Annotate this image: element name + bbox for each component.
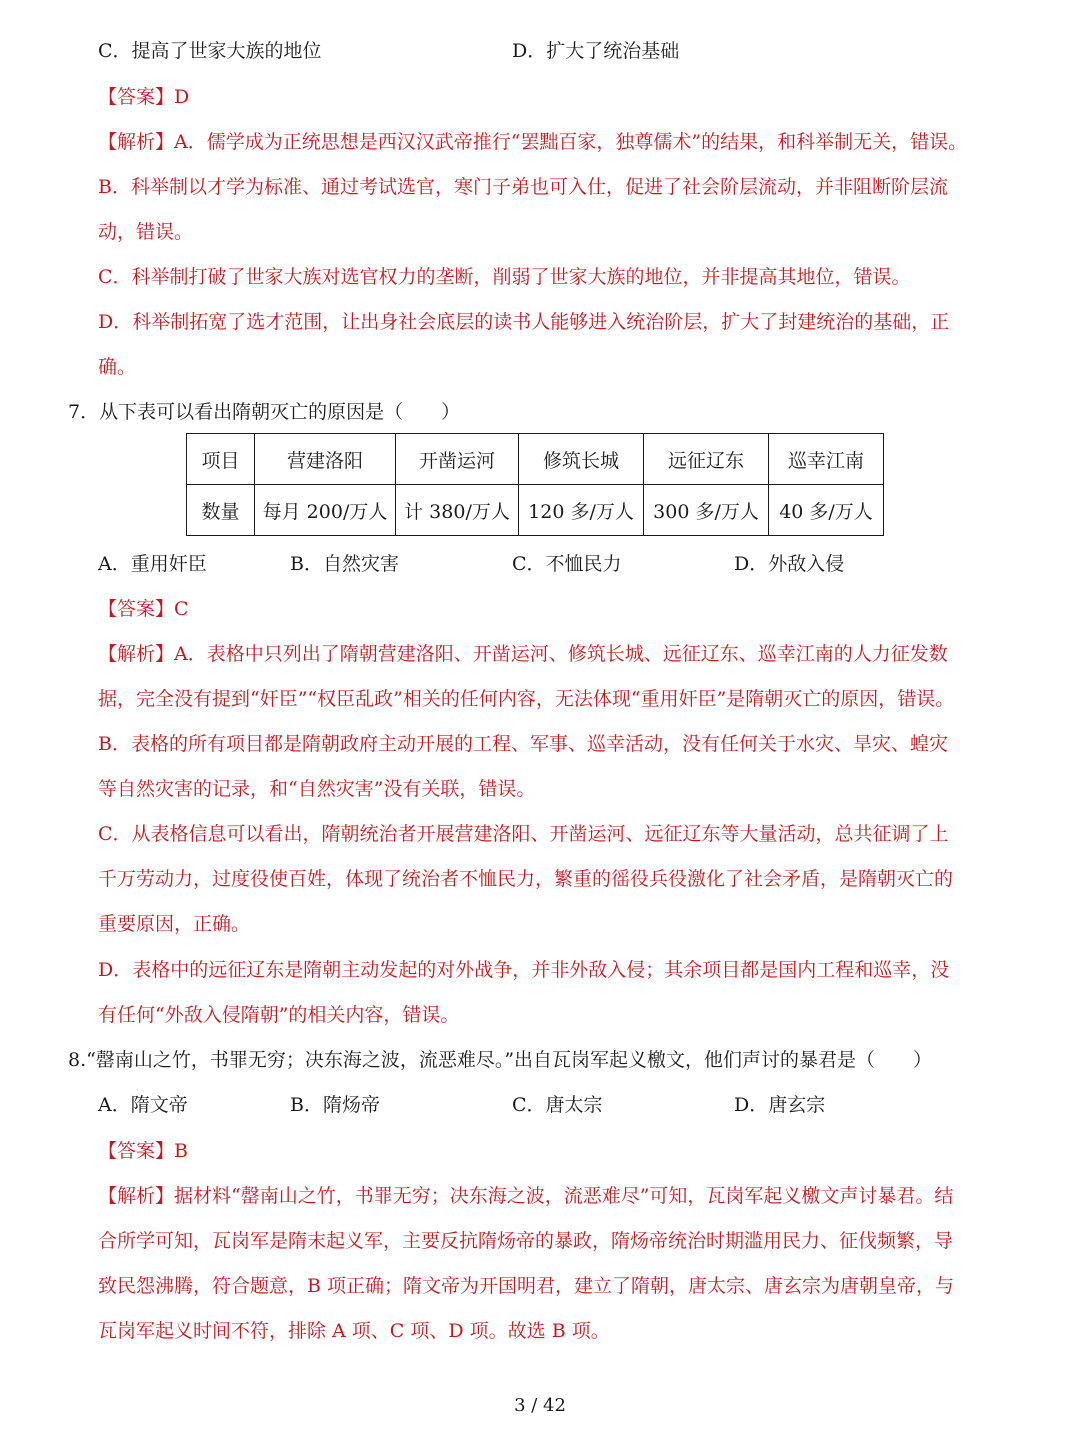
q6-analysis-line-3: 动，错误。 (98, 221, 194, 243)
q8-analysis-line-2: 合所学可知，瓦岗军是隋末起义军，主要反抗隋炀帝的暴政，隋炀帝统治时期滥用民力、征伐频繁，导 (98, 1230, 954, 1252)
table-header-row (187, 434, 884, 485)
q7-analysis-line-2: 据，完全没有提到“奸臣”“权臣乱政”相关的任何内容，无法体现“重用奸臣”是隋朝灭亡的原因，错误。 (98, 688, 955, 710)
table-cell: 开凿运河 (396, 434, 519, 485)
table-cell: 远征辽东 (644, 434, 769, 485)
q7-answer: 【答案】C (98, 598, 189, 620)
q6-analysis-line-2: B．科举制以才学为标准、通过考试选官，寒门子弟也可入仕，促进了社会阶层流动，并非阻断阶层流 (98, 176, 948, 198)
q8-option-d: D．唐玄宗 (734, 1094, 826, 1116)
q7-analysis-line-3: B．表格的所有项目都是隋朝政府主动开展的工程、军事、巡幸活动，没有任何关于水灾、旱灾、蝗灾 (98, 733, 948, 755)
q8-option-b: B．隋炀帝 (290, 1094, 380, 1116)
q7-analysis-line-6: 千万劳动力，过度役使百姓，体现了统治者不恤民力，繁重的徭役兵役激化了社会矛盾，是隋朝灭亡的 (98, 868, 954, 890)
q8-option-c: C．唐太宗 (512, 1094, 603, 1116)
q6-option-c: C．提高了世家大族的地位 (98, 40, 322, 62)
q7-analysis-line-1: 【解析】A．表格中只列出了隋朝营建洛阳、开凿运河、修筑长城、远征辽东、巡幸江南的人力征发数 (98, 643, 948, 665)
q8-analysis-line-1: 【解析】据材料“罄南山之竹，书罪无穷；决东海之波，流恶难尽”可知，瓦岗军起义檄文声讨暴君。结 (98, 1185, 954, 1207)
table-cell: 40 多/万人 (769, 485, 884, 536)
table-cell: 120 多/万人 (519, 485, 644, 536)
q6-option-d: D．扩大了统治基础 (512, 40, 680, 62)
table-row (187, 485, 884, 536)
table-cell: 300 多/万人 (644, 485, 769, 536)
q8-stem: 8.“罄南山之竹，书罪无穷；决东海之波，流恶难尽。”出自瓦岗军起义檄文，他们声讨的暴君是（ ） (68, 1049, 933, 1071)
q7-analysis-line-5: C．从表格信息可以看出，隋朝统治者开展营建洛阳、开凿运河、远征辽东等大量活动，总共征调了上 (98, 823, 949, 845)
q7-option-c: C．不恤民力 (512, 553, 622, 575)
q7-analysis-line-8: D．表格中的远征辽东是隋朝主动发起的对外战争，并非外敌入侵；其余项目都是国内工程和巡幸，没 (98, 959, 950, 981)
q8-answer: 【答案】B (98, 1140, 188, 1162)
q6-analysis-line-5: D．科举制拓宽了选才范围，让出身社会底层的读书人能够进入统治阶层，扩大了封建统治的基础，正 (98, 311, 950, 333)
q7-analysis-line-7: 重要原因，正确。 (98, 913, 251, 935)
q7-option-a: A．重用奸臣 (98, 553, 207, 575)
q7-stem: 7．从下表可以看出隋朝灭亡的原因是（ ） (68, 401, 461, 423)
q6-answer: 【答案】D (98, 86, 190, 108)
q6-analysis-line-4: C．科举制打破了世家大族对选官权力的垄断，削弱了世家大族的地位，并非提高其地位，错误。 (98, 266, 911, 288)
table-cell: 数量 (187, 485, 255, 536)
q7-analysis-line-9: 有任何“外敌入侵隋朝”的相关内容，错误。 (98, 1004, 460, 1026)
q7-analysis-line-4: 等自然灾害的记录，和“自然灾害”没有关联，错误。 (98, 778, 536, 800)
q8-analysis-line-3: 致民怨沸腾，符合题意，B 项正确；隋文帝为开国明君，建立了隋朝，唐太宗、唐玄宗为唐朝皇帝，与 (98, 1275, 955, 1297)
q8-option-a: A．隋文帝 (98, 1094, 188, 1116)
q6-analysis-line-1: 【解析】A．儒学成为正统思想是西汉汉武帝推行“罢黜百家，独尊儒术”的结果，和科举制无关，错误。 (98, 131, 968, 153)
q8-analysis-line-4: 瓦岗军起义时间不符，排除 A 项、C 项、D 项。故选 B 项。 (98, 1320, 610, 1342)
table-cell: 每月 200/万人 (255, 485, 396, 536)
table-cell: 修筑长城 (519, 434, 644, 485)
q6-analysis-line-6: 确。 (98, 356, 137, 378)
q7-data-table (186, 433, 884, 536)
table-cell: 计 380/万人 (396, 485, 519, 536)
table-cell: 巡幸江南 (769, 434, 884, 485)
q7-option-b: B．自然灾害 (290, 553, 399, 575)
table-cell: 项目 (187, 434, 255, 485)
q7-option-d: D．外敌入侵 (734, 553, 845, 575)
table-cell: 营建洛阳 (255, 434, 396, 485)
page-number: 3 / 42 (514, 1395, 566, 1416)
